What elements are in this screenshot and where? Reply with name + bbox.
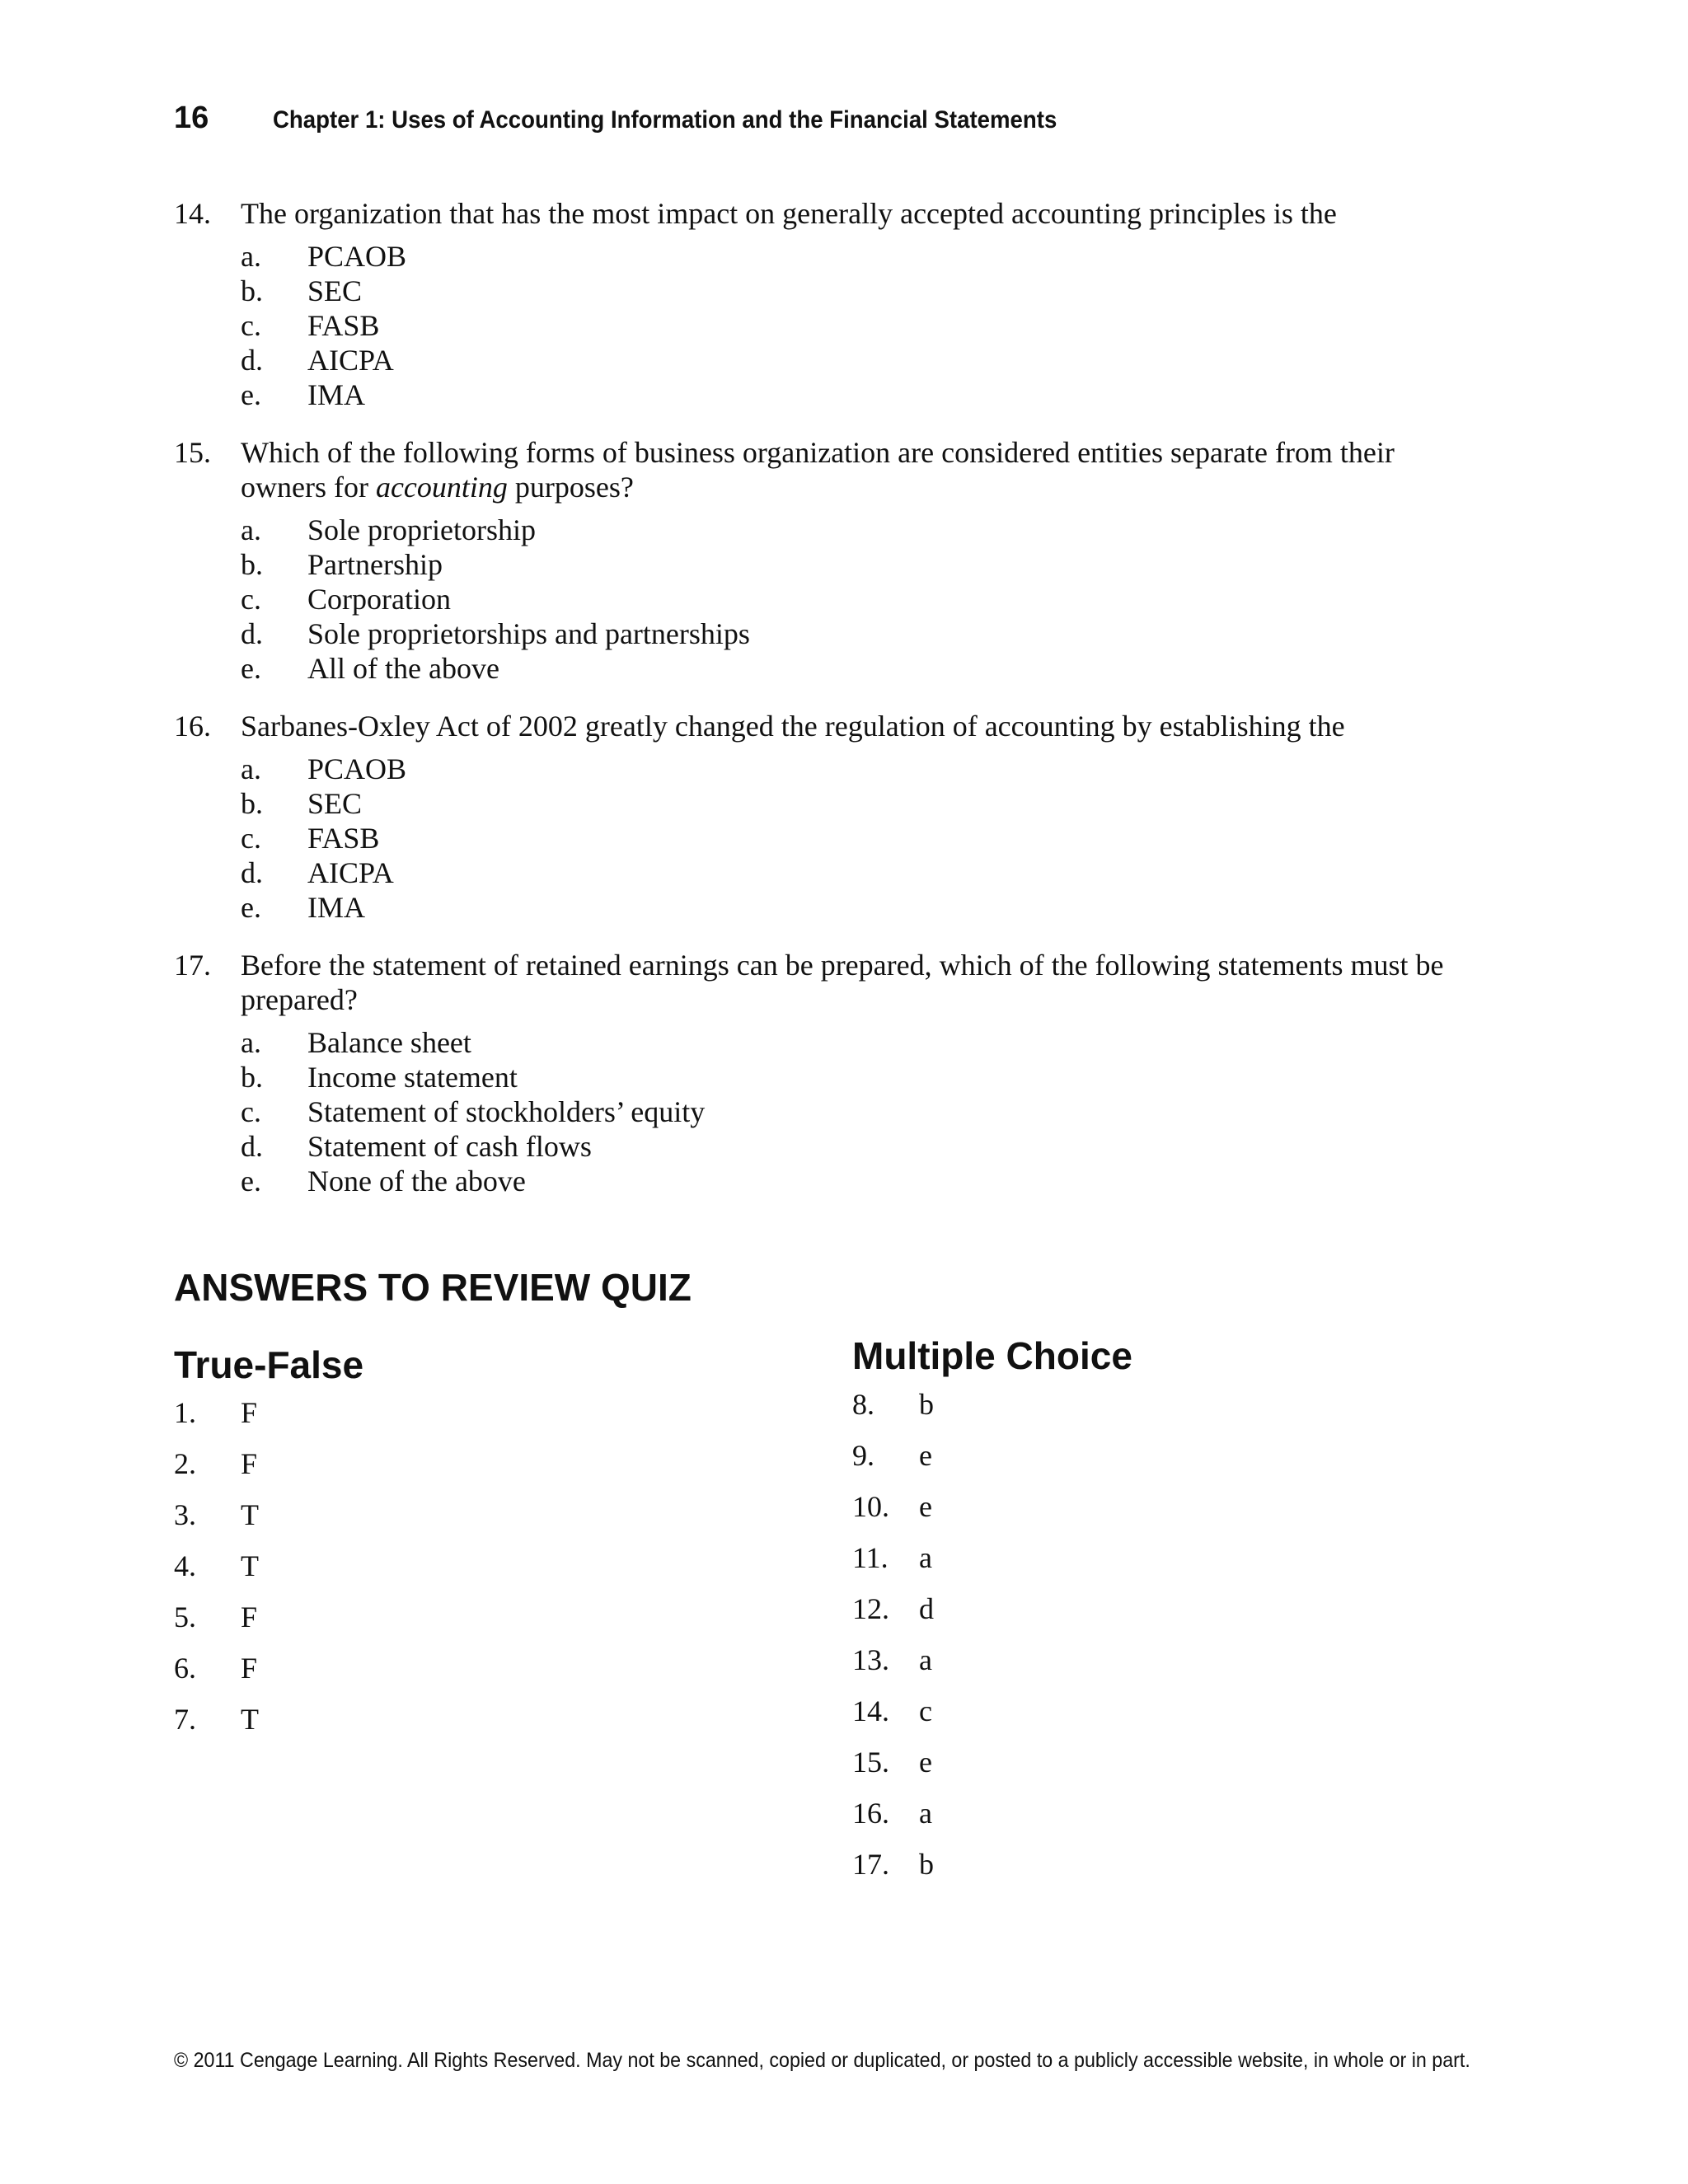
choice-text: Income statement — [307, 1061, 518, 1094]
choice-letter: d. — [241, 856, 263, 889]
answer-number: 15. — [852, 1746, 889, 1779]
question-text — [241, 435, 1460, 504]
answer-number: 16. — [852, 1797, 889, 1830]
choice-item — [241, 308, 1460, 343]
choice-list — [241, 1025, 1460, 1198]
choice-letter: a. — [241, 1026, 261, 1059]
choice-letter: b. — [241, 274, 263, 307]
multiple-choice-answer-list — [852, 1387, 934, 1898]
answer-item — [174, 1702, 259, 1753]
choice-item — [241, 616, 1460, 651]
answer-value: a — [919, 1541, 932, 1574]
choice-item — [241, 1025, 1460, 1060]
answers-heading: ANSWERS TO REVIEW QUIZ — [174, 1266, 692, 1309]
choice-text: Sole proprietorships and partnerships — [307, 617, 750, 650]
question-text: The organization that has the most impact on generally accepted accounting principles is the — [241, 197, 1337, 230]
answer-value: F — [241, 1601, 258, 1633]
choice-text: SEC — [307, 274, 363, 307]
choice-letter: e. — [241, 1165, 261, 1197]
answer-value: T — [241, 1703, 259, 1736]
copyright-footer: © 2011 Cengage Learning. All Rights Reserved. May not be scanned, copied or duplicated, or posted to a publicly accessible website, in whole or in part. — [174, 2049, 1470, 2072]
choice-text: Corporation — [307, 583, 451, 616]
choice-text: All of the above — [307, 652, 499, 685]
choice-text: AICPA — [307, 344, 394, 377]
choice-letter: c. — [241, 583, 261, 616]
answer-number: 1. — [174, 1396, 196, 1429]
answer-item — [852, 1694, 934, 1745]
choice-letter: a. — [241, 752, 261, 785]
answer-item — [174, 1446, 259, 1497]
choice-item — [241, 1094, 1460, 1129]
choice-text: IMA — [307, 891, 365, 924]
question-text: Sarbanes-Oxley Act of 2002 greatly changed the regulation of accounting by establishing the — [241, 710, 1345, 743]
choice-text: Partnership — [307, 548, 443, 581]
multiple-choice-heading: Multiple Choice — [852, 1334, 1132, 1377]
answer-number: 9. — [852, 1439, 874, 1472]
choice-item — [241, 821, 1460, 855]
answer-number: 7. — [174, 1703, 196, 1736]
answer-value: F — [241, 1396, 258, 1429]
question-number: 14. — [174, 197, 211, 230]
answer-value: T — [241, 1549, 259, 1582]
answer-number: 10. — [852, 1490, 889, 1523]
answer-number: 11. — [852, 1541, 889, 1574]
choice-list — [241, 752, 1460, 925]
choice-text: SEC — [307, 787, 363, 820]
choice-item — [241, 1060, 1460, 1094]
choice-letter: a. — [241, 513, 261, 546]
choice-item — [241, 343, 1460, 377]
answer-item — [174, 1497, 259, 1549]
choice-text: PCAOB — [307, 240, 407, 273]
question-number: 15. — [174, 436, 211, 469]
choice-item — [241, 1129, 1460, 1164]
choice-letter: d. — [241, 344, 263, 377]
choice-letter: e. — [241, 652, 261, 685]
answer-number: 13. — [852, 1643, 889, 1676]
choice-letter: e. — [241, 378, 261, 411]
choice-text: Statement of cash flows — [307, 1130, 592, 1163]
choice-item — [241, 582, 1460, 616]
question-number: 17. — [174, 949, 211, 982]
choice-item — [241, 752, 1460, 786]
answer-value: c — [919, 1694, 932, 1727]
answer-item — [852, 1438, 934, 1489]
choice-text: IMA — [307, 378, 365, 411]
answer-value: a — [919, 1643, 932, 1676]
answer-number: 3. — [174, 1498, 196, 1531]
choice-letter: e. — [241, 891, 261, 924]
answer-item — [852, 1847, 934, 1898]
page-number: 16 — [174, 101, 209, 135]
answer-value: b — [919, 1848, 934, 1881]
answer-value: a — [919, 1797, 932, 1830]
choice-item — [241, 786, 1460, 821]
question-text: Before the statement of retained earnings can be prepared, which of the following statements must be prepared? — [241, 949, 1444, 1016]
answer-value: e — [919, 1746, 932, 1779]
answer-item — [174, 1600, 259, 1651]
answer-item — [852, 1591, 934, 1643]
choice-item — [241, 547, 1460, 582]
answer-number: 17. — [852, 1848, 889, 1881]
question-text-start: Which of the following forms of business organization are considered entities separate from their owners for — [241, 436, 1395, 504]
answer-item — [174, 1549, 259, 1600]
choice-letter: c. — [241, 1095, 261, 1128]
choice-letter: a. — [241, 240, 261, 273]
answer-item — [852, 1387, 934, 1438]
answer-item — [852, 1489, 934, 1540]
choice-letter: d. — [241, 1130, 263, 1163]
question-text-end: purposes? — [507, 471, 634, 504]
choice-letter: c. — [241, 309, 261, 342]
choice-item — [241, 890, 1460, 925]
answer-value: d — [919, 1592, 934, 1625]
chapter-title: Chapter 1: Uses of Accounting Information and the Financial Statements — [273, 106, 1057, 134]
quiz-questions — [174, 196, 1460, 1221]
choice-item — [241, 513, 1460, 547]
choice-letter: b. — [241, 1061, 263, 1094]
answer-item — [852, 1643, 934, 1694]
choice-text: FASB — [307, 822, 380, 855]
answer-value: F — [241, 1652, 258, 1685]
answer-number: 2. — [174, 1447, 196, 1480]
true-false-answer-list — [174, 1395, 259, 1753]
choice-list — [241, 239, 1460, 412]
choice-item — [241, 274, 1460, 308]
choice-letter: d. — [241, 617, 263, 650]
choice-text: AICPA — [307, 856, 394, 889]
answer-number: 8. — [852, 1388, 874, 1421]
choice-item — [241, 377, 1460, 412]
answer-number: 12. — [852, 1592, 889, 1625]
answer-value: e — [919, 1490, 932, 1523]
choice-text: Balance sheet — [307, 1026, 471, 1059]
choice-text: None of the above — [307, 1165, 526, 1197]
answer-number: 14. — [852, 1694, 889, 1727]
choice-text: PCAOB — [307, 752, 407, 785]
answer-value: F — [241, 1447, 258, 1480]
answer-value: T — [241, 1498, 259, 1531]
answer-item — [852, 1745, 934, 1796]
question-16 — [174, 709, 1460, 925]
answer-item — [174, 1395, 259, 1446]
answer-number: 4. — [174, 1549, 196, 1582]
choice-letter: b. — [241, 787, 263, 820]
true-false-heading: True-False — [174, 1343, 364, 1386]
answer-item — [174, 1651, 259, 1702]
answer-value: b — [919, 1388, 934, 1421]
choice-text: FASB — [307, 309, 380, 342]
choice-item — [241, 239, 1460, 274]
choice-text: Sole proprietorship — [307, 513, 536, 546]
question-number: 16. — [174, 710, 211, 743]
question-14 — [174, 196, 1460, 412]
answer-value: e — [919, 1439, 932, 1472]
choice-text: Statement of stockholders’ equity — [307, 1095, 706, 1128]
answer-item — [852, 1796, 934, 1847]
choice-letter: c. — [241, 822, 261, 855]
answer-number: 5. — [174, 1601, 196, 1633]
answer-number: 6. — [174, 1652, 196, 1685]
question-17 — [174, 948, 1460, 1198]
choice-item — [241, 855, 1460, 890]
choice-item — [241, 651, 1460, 686]
choice-letter: b. — [241, 548, 263, 581]
question-15 — [174, 435, 1460, 686]
choice-item — [241, 1164, 1460, 1198]
answer-item — [852, 1540, 934, 1591]
choice-list — [241, 513, 1460, 686]
question-text-emphasis: accounting — [375, 471, 508, 504]
